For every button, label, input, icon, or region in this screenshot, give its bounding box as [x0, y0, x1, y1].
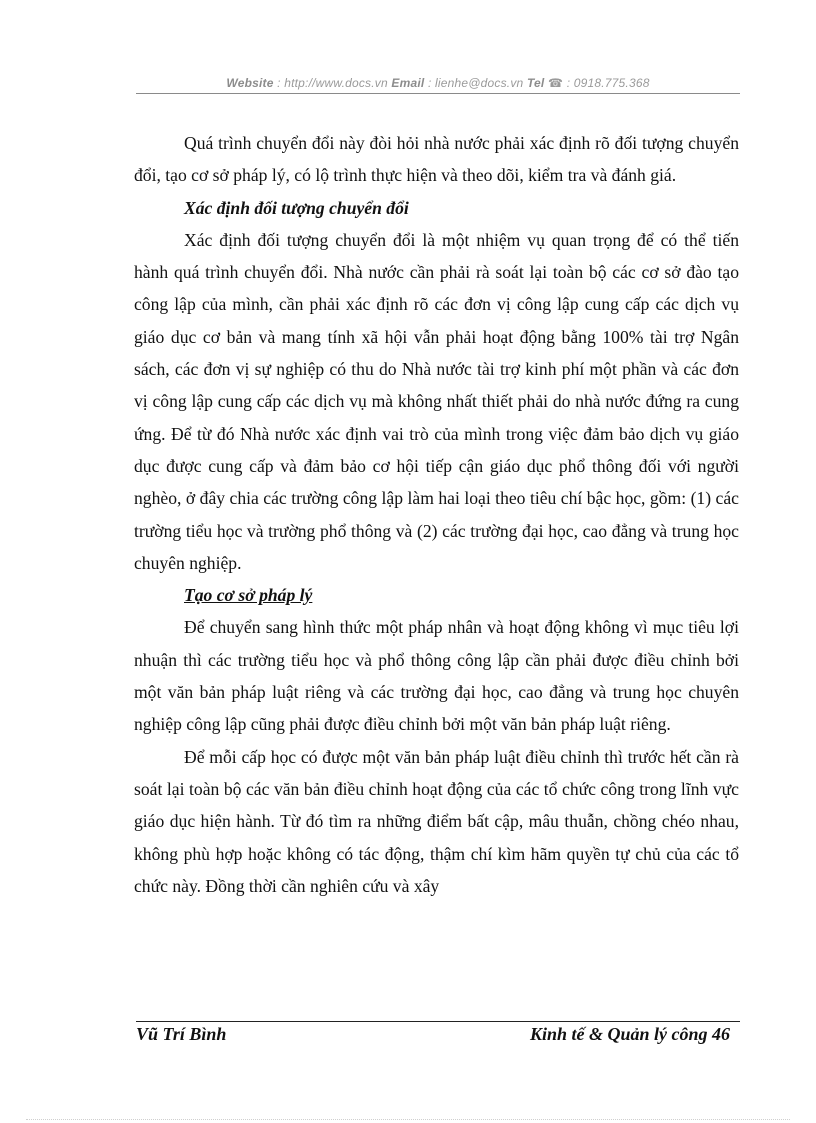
website-separator: : [273, 76, 285, 90]
footer-divider [136, 1021, 740, 1022]
page-header [136, 76, 740, 90]
footer-course-page: Kinh tế & Quản lý công 46 [529, 1024, 730, 1044]
heading-identify-targets: Xác định đối tượng chuyển đổi [184, 197, 409, 218]
paragraph-legal-basis: Để chuyển sang hình thức một pháp nhân và hoạt động không vì mục tiêu lợi nhuận thì các trường tiểu học và phổ thông công lập cần phải được điều chỉnh bởi một văn bản pháp luật riêng và các trường đại học, cao đẳng và trung học chuyên nghiệp công lập cũng phải được điều chỉnh bởi một văn bản pháp luật riêng. [134, 617, 739, 735]
email-separator: : [424, 76, 436, 90]
tel-number: 0918.775.368 [573, 76, 650, 90]
email-label: Email [391, 76, 425, 90]
paragraph-legal-review: Để mỗi cấp học có được một văn bản pháp luật điều chỉnh thì trước hết cần rà soát lại toàn bộ các văn bản điều chỉnh hoạt động của các tổ chức công trong lĩnh vực giáo dục hiện hành. Từ đó tìm ra những điểm bất cập, mâu thuẫn, chồng chéo nhau, không phù hợp hoặc không có tác động, thậm chí kìm hãm quyền tự chủ của các tổ chức này. Đồng thời cần nghiên cứu và xây [134, 746, 739, 896]
header-divider [136, 93, 740, 94]
paragraph-identify-targets: Xác định đối tượng chuyển đổi là một nhiệm vụ quan trọng để có thể tiến hành quá trình chuyển đổi. Nhà nước cần phải rà soát lại toàn bộ các cơ sở đào tạo công lập của mình, cần phải xác định rõ các đơn vị công lập cung cấp các dịch vụ giáo dục cơ bản và mang tính xã hội vẫn phải hoạt động bằng 100% tài trợ Ngân sách, các đơn vị sự nghiệp có thu do Nhà nước tài trợ kinh phí một phần và các đơn vị công lập cung cấp các dịch vụ mà không nhất thiết phải do nhà nước đứng ra cung ứng. Để từ đó Nhà nước xác định vai trò của mình trong việc đảm bảo dịch vụ giáo dục được cung cấp và đảm bảo cơ hội tiếp cận giáo dục phổ thông đối với người nghèo, ở đây chia các trường công lập làm hai loại theo tiêu chí bậc học, gồm: (1) các trường tiểu học và trường phổ thông và (2) các trường đại học, cao đẳng và trung học chuyên nghiệp. [134, 229, 739, 573]
paragraph-intro: Quá trình chuyển đổi này đòi hỏi nhà nước phải xác định rõ đối tượng chuyển đổi, tạo cơ sở pháp lý, có lộ trình thực hiện và theo dõi, kiểm tra và đánh giá. [134, 133, 739, 186]
tel-label: Tel [526, 76, 545, 90]
website-url[interactable]: http://www.docs.vn [284, 76, 388, 90]
page-bottom-border [26, 1119, 790, 1120]
website-label: Website [226, 76, 274, 90]
heading-legal-basis: Tạo cơ sở pháp lý [184, 585, 313, 606]
email-address[interactable]: lienhe@docs.vn [435, 76, 524, 90]
footer-author: Vũ Trí Bình [136, 1024, 227, 1044]
phone-icon: ☎ [548, 76, 564, 90]
tel-separator: : [563, 76, 574, 90]
document-body [134, 127, 739, 902]
